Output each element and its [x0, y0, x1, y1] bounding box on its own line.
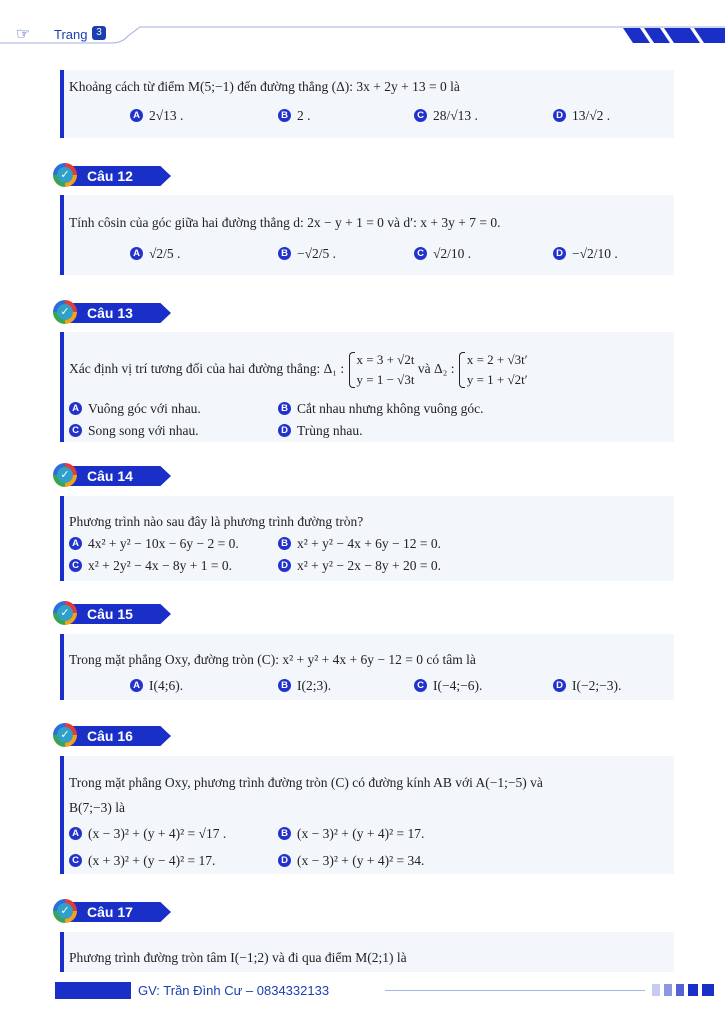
- option-a-badge: A: [130, 109, 143, 122]
- q16-option-a-text: (x − 3)² + (y + 4)² = √17 .: [88, 826, 227, 841]
- q11-option-a-text: 2√13 .: [149, 108, 184, 123]
- q13-d1-line1: x = 3 + √2t: [356, 352, 415, 367]
- option-a-badge: A: [69, 402, 82, 415]
- option-a-badge: A: [69, 827, 82, 840]
- check-icon: ✓: [57, 167, 73, 183]
- option-b-badge: B: [278, 827, 291, 840]
- option-a-badge: A: [130, 247, 143, 260]
- q16-stem-line2: B(7;−3) là: [69, 800, 125, 815]
- q13-option-b-text: Cắt nhau nhưng không vuông góc.: [297, 401, 484, 416]
- q11-option-b-text: 2 .: [297, 108, 311, 123]
- option-c-badge: C: [414, 679, 427, 692]
- footer-divider: [385, 990, 645, 991]
- q12-option-d: [553, 246, 618, 262]
- q16-option-c: [69, 853, 215, 869]
- q16-option-d-text: (x − 3)² + (y + 4)² = 34.: [297, 853, 425, 868]
- pointing-hand-icon: ☞: [16, 24, 31, 43]
- q11-option-c-text: 28/√13 .: [433, 108, 478, 123]
- q13-system-2: [458, 350, 528, 390]
- check-icon: ✓: [57, 467, 73, 483]
- q14-option-b-text: x² + y² − 4x + 6y − 12 = 0.: [297, 536, 442, 551]
- q15-option-b-text: I(2;3).: [297, 678, 332, 693]
- footer-square: [688, 984, 698, 996]
- q13-option-a-text: Vuông góc với nhau.: [88, 401, 201, 416]
- q13-stem-text: Xác định vị trí tương đối của hai đường thẳng:: [69, 361, 321, 377]
- q13-and: và: [417, 361, 431, 377]
- q15-option-b: [278, 678, 331, 694]
- q11-stem: Khoảng cách từ điểm M(5;−1) đến đường thẳng (Δ): 3x + 2y + 13 = 0 là: [69, 79, 460, 94]
- q13-system-1: [348, 350, 415, 390]
- option-b-badge: B: [278, 109, 291, 122]
- q13-option-c: [69, 423, 199, 439]
- check-icon: ✓: [57, 605, 73, 621]
- option-c-badge: C: [414, 247, 427, 260]
- option-a-badge: A: [69, 537, 82, 550]
- option-d-badge: D: [278, 424, 291, 437]
- q13-option-d-text: Trùng nhau.: [297, 423, 363, 438]
- q12-option-c-text: √2/10 .: [433, 246, 472, 261]
- q11-option-b: [278, 108, 311, 124]
- q14-option-d-text: x² + y² − 2x − 8y + 20 = 0.: [297, 558, 442, 573]
- q15-option-c-text: I(−4;−6).: [433, 678, 483, 693]
- q15-banner: [53, 601, 171, 627]
- check-icon: ✓: [57, 903, 73, 919]
- q11-option-a: [130, 108, 183, 124]
- option-b-badge: B: [278, 247, 291, 260]
- page-header: [0, 0, 725, 48]
- option-d-badge: D: [553, 247, 566, 260]
- page-label: Trang: [54, 27, 88, 42]
- q13-d2-line2: y = 1 + √2t′: [466, 372, 528, 387]
- q12-stem: Tính côsin của góc giữa hai đường thẳng d: 2x − y + 1 = 0 và d′: x + 3y + 7 = 0.: [69, 215, 501, 230]
- q15-option-d-text: I(−2;−3).: [572, 678, 622, 693]
- q12-option-b-text: −√2/5 .: [297, 246, 337, 261]
- footer-square: [676, 984, 684, 996]
- q15-stem: Trong mặt phẳng Oxy, đường tròn (C): x² + y² + 4x + 6y − 12 = 0 có tâm là: [69, 652, 476, 667]
- page-number: 3: [92, 26, 106, 40]
- q12-option-b: [278, 246, 336, 262]
- check-icon: ✓: [57, 727, 73, 743]
- option-c-badge: C: [414, 109, 427, 122]
- q16-title: Câu 16: [87, 728, 133, 744]
- header-decoration: [0, 0, 725, 48]
- q15-option-d: [553, 678, 621, 694]
- q16-option-b-text: (x − 3)² + (y + 4)² = 17.: [297, 826, 425, 841]
- footer-author: GV: Trần Đình Cư – 0834332133: [138, 983, 330, 998]
- q12-option-d-text: −√2/10 .: [572, 246, 618, 261]
- footer-square: [664, 984, 672, 996]
- q14-option-a-text: 4x² + y² − 10x − 6y − 2 = 0.: [88, 536, 239, 551]
- q13-stem: [69, 350, 528, 390]
- q16-option-a: [69, 826, 226, 842]
- q13-d1-line2: y = 1 − √3t: [356, 372, 415, 387]
- q14-stem: Phương trình nào sau đây là phương trình đường tròn?: [69, 514, 364, 529]
- option-d-badge: D: [553, 109, 566, 122]
- q16-option-c-text: (x + 3)² + (y − 4)² = 17.: [88, 853, 216, 868]
- footer-bar: [55, 982, 131, 999]
- q14-banner: [53, 463, 171, 489]
- q13-option-b: [278, 401, 484, 417]
- option-b-badge: B: [278, 537, 291, 550]
- q14-option-a: [69, 536, 239, 552]
- q11-option-d-text: 13/√2 .: [572, 108, 611, 123]
- option-c-badge: C: [69, 854, 82, 867]
- q11-option-d: [553, 108, 610, 124]
- q14-option-b: [278, 536, 441, 552]
- q17-banner: [53, 899, 171, 925]
- check-icon: ✓: [57, 304, 73, 320]
- q15-option-a: [130, 678, 183, 694]
- q17-stem: Phương trình đường tròn tâm I(−1;2) và đi qua điểm M(2;1) là: [69, 950, 407, 965]
- q16-option-b: [278, 826, 424, 842]
- q13-delta2-label: Δ₂ :: [433, 361, 455, 377]
- q15-option-c: [414, 678, 482, 694]
- option-a-badge: A: [130, 679, 143, 692]
- q13-d2-line1: x = 2 + √3t′: [466, 352, 528, 367]
- option-d-badge: D: [278, 854, 291, 867]
- footer-square: [702, 984, 714, 996]
- option-b-badge: B: [278, 679, 291, 692]
- q12-option-a-text: √2/5 .: [149, 246, 181, 261]
- option-d-badge: D: [553, 679, 566, 692]
- option-b-badge: B: [278, 402, 291, 415]
- q15-option-a-text: I(4;6).: [149, 678, 184, 693]
- q12-option-a: [130, 246, 180, 262]
- q14-option-c: [69, 558, 232, 574]
- q13-delta1-label: Δ₁ :: [323, 361, 345, 377]
- q13-title: Câu 13: [87, 305, 133, 321]
- q16-banner: [53, 723, 171, 749]
- q14-option-c-text: x² + 2y² − 4x − 8y + 1 = 0.: [88, 558, 233, 573]
- q13-banner: [53, 300, 171, 326]
- q13-option-d: [278, 423, 363, 439]
- q16-stem-line1: Trong mặt phẳng Oxy, phương trình đường tròn (C) có đường kính AB với A(−1;−5) và: [69, 775, 543, 790]
- q14-title: Câu 14: [87, 468, 133, 484]
- option-c-badge: C: [69, 424, 82, 437]
- q12-option-c: [414, 246, 471, 262]
- q11-option-c: [414, 108, 478, 124]
- q14-option-d: [278, 558, 441, 574]
- q13-option-c-text: Song song với nhau.: [88, 423, 199, 438]
- q17-title: Câu 17: [87, 904, 133, 920]
- q12-banner: [53, 163, 171, 189]
- q15-title: Câu 15: [87, 606, 133, 622]
- footer-square: [652, 984, 660, 996]
- q13-option-a: [69, 401, 201, 417]
- option-c-badge: C: [69, 559, 82, 572]
- q16-option-d: [278, 853, 424, 869]
- question-12-box: [60, 195, 674, 275]
- q12-title: Câu 12: [87, 168, 133, 184]
- option-d-badge: D: [278, 559, 291, 572]
